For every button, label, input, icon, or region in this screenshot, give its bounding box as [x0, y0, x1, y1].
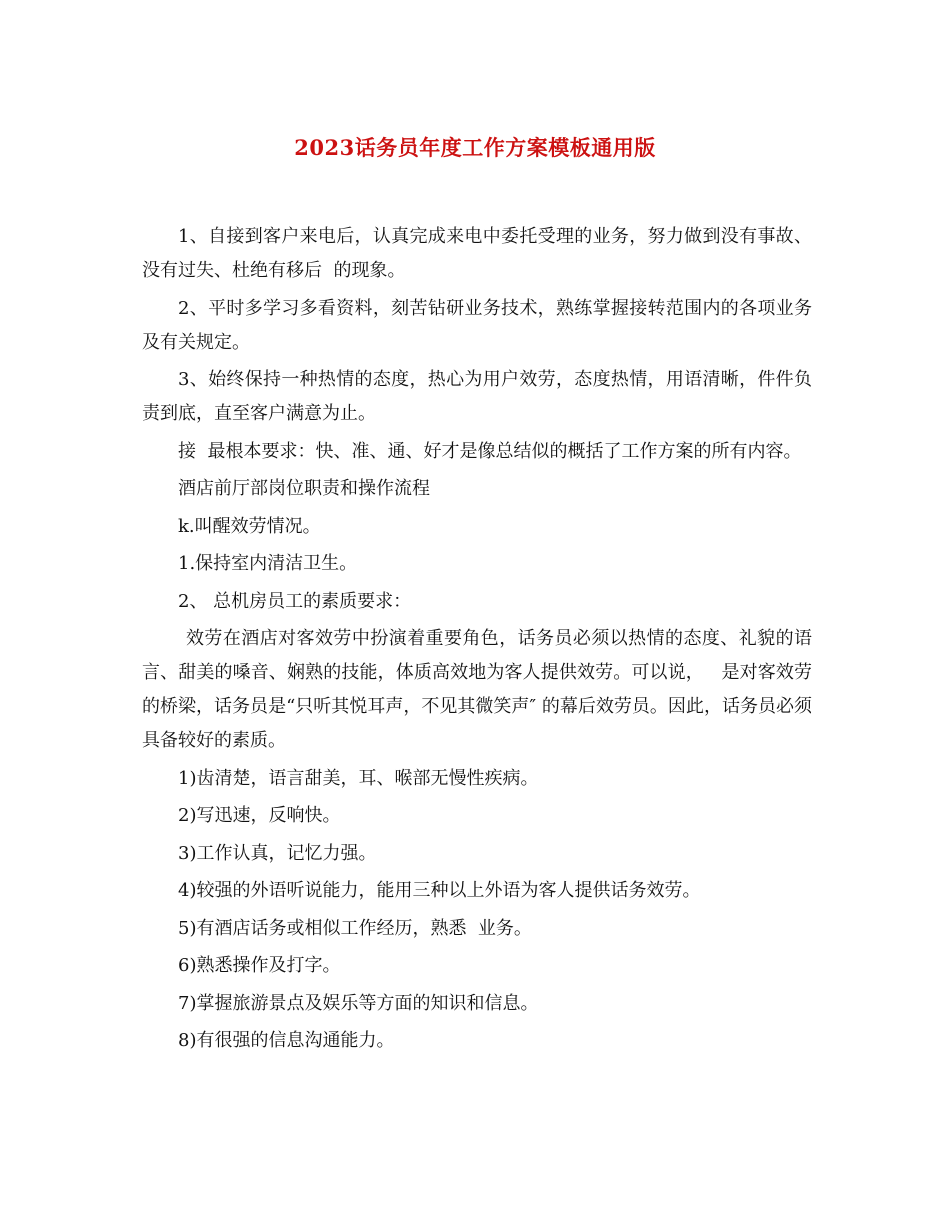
paragraph-5: 酒店前厅部岗位职责和操作流程: [178, 478, 430, 499]
paragraph-3: 3、始终保持一种热情的态度，热心为用户效劳，态度热情，用语清晰，件件负责到底，直至客户满意为止。: [142, 369, 812, 424]
list-item-4: 4)较强的外语听说能力，能用三种以上外语为客人提供话务效劳。: [178, 880, 701, 901]
document-body: [142, 220, 812, 1062]
paragraph-9: 效劳在酒店对客效劳中扮演着重要角色，话务员必须以热情的态度、礼貌的语言、甜美的嗓音、娴熟的技能，体质高效地为客人提供效劳。可以说， 是对客效劳的桥梁，话务员是“只听其悦耳声，不见其微笑声″ 的幕后效劳员。因此，话务员必须具备较好的素质。: [142, 628, 812, 751]
list-item-8: 8)有很强的信息沟通能力。: [178, 1030, 395, 1051]
paragraph-1: 1、自接到客户来电后，认真完成来电中委托受理的业务，努力做到没有事故、没有过失、杜绝有移后 的现象。: [142, 226, 812, 281]
list-item-7: 7)掌握旅游景点及娱乐等方面的知识和信息。: [178, 992, 539, 1014]
paragraph-6: k.叫醒效劳情况。: [178, 515, 321, 537]
paragraph-8: 2、 总机房员工的素质要求：: [178, 590, 412, 612]
paragraph-7: 1.保持室内清洁卫生。: [178, 553, 358, 574]
list-item-2: 2)写迅速，反响快。: [178, 805, 341, 826]
paragraph-4: 接 最根本要求：快、准、通、好才是像总结似的概括了工作方案的所有内容。: [178, 440, 802, 462]
list-item-1: 1)齿清楚，语言甜美，耳、喉部无慢性疾病。: [178, 767, 539, 789]
list-item-6: 6)熟悉操作及打字。: [178, 955, 341, 976]
document-title: 2023话务员年度工作方案模板通用版: [294, 135, 656, 160]
paragraph-2: 2、平时多学习多看资料，刻苦钻研业务技术，熟练掌握接转范围内的各项业务及有关规定。: [142, 297, 812, 353]
list-item-5: 5)有酒店话务或相似工作经历，熟悉 业务。: [178, 917, 532, 939]
list-item-3: 3)工作认真，记忆力强。: [178, 842, 377, 864]
